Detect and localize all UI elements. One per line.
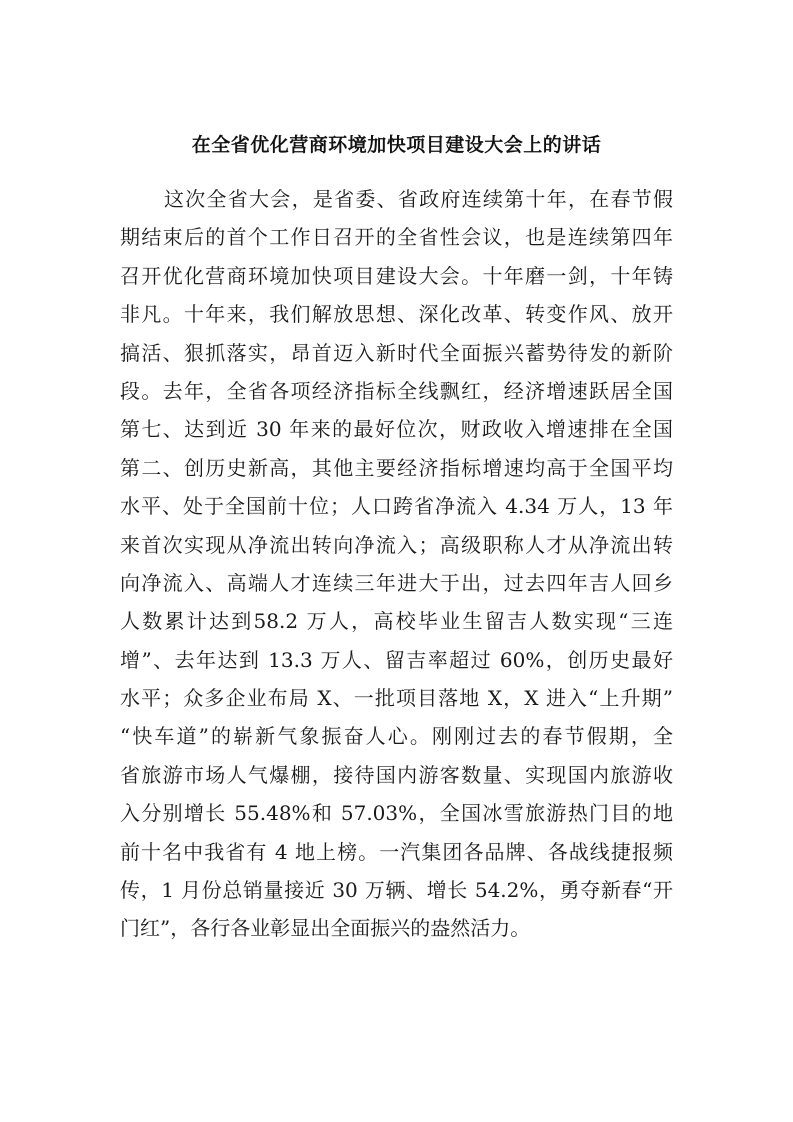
paragraph-line: 前十名中我省有 4 地上榜。一汽集团各品牌、各战线捷报频 xyxy=(120,839,673,864)
paragraph-line: 期结束后的首个工作日召开的全省性会议，也是连续第四年 xyxy=(120,225,673,250)
paragraph-line: 来首次实现从净流出转向净流入；高级职称人才从净流出转 xyxy=(120,532,673,557)
document-title: 在全省优化营商环境加快项目建设大会上的讲话 xyxy=(191,134,602,156)
paragraph-line: 第七、达到近 30 年来的最好位次，财政收入增速排在全国 xyxy=(120,417,673,442)
paragraph-line: 人数累计达到58.2 万人，高校毕业生留吉人数实现“三连 xyxy=(120,609,673,634)
paragraph-line: 入分别增长 55.48%和 57.03%，全国冰雪旅游热门目的地 xyxy=(120,801,673,826)
paragraph-line: 水平；众多企业布局 X、一批项目落地 X，X 进入“上升期” xyxy=(120,686,673,711)
paragraph-line: 增”、去年达到 13.3 万人、留吉率超过 60%，创历史最好 xyxy=(120,647,673,672)
paragraph-line: 向净流入、高端人才连续三年进大于出，过去四年吉人回乡 xyxy=(120,570,673,595)
paragraph-line: 段。去年，全省各项经济指标全线飘红，经济增速跃居全国 xyxy=(120,378,673,403)
paragraph-line: 水平、处于全国前十位；人口跨省净流入 4.34 万人，13 年 xyxy=(120,494,673,519)
paragraph-line: 第二、创历史新高，其他主要经济指标增速均高于全国平均 xyxy=(120,455,673,480)
paragraph-line: 搞活、狠抓落实，昂首迈入新时代全面振兴蓄势待发的新阶 xyxy=(120,340,673,365)
document-body-paragraph xyxy=(120,180,673,948)
paragraph-line: “快车道”的崭新气象振奋人心。刚刚过去的春节假期，全 xyxy=(120,724,673,749)
paragraph-line: 门红”，各行各业彰显出全面振兴的盎然活力。 xyxy=(120,916,531,941)
paragraph-line: 省旅游市场人气爆棚，接待国内游客数量、实现国内旅游收 xyxy=(120,762,673,787)
paragraph-line: 这次全省大会，是省委、省政府连续第十年，在春节假 xyxy=(164,187,673,211)
paragraph-line: 非凡。十年来，我们解放思想、深化改革、转变作风、放开 xyxy=(120,302,673,327)
paragraph-line: 传，1 月份总销量接近 30 万辆、增长 54.2%，勇夺新春“开 xyxy=(120,878,673,903)
paragraph-line: 召开优化营商环境加快项目建设大会。十年磨一剑，十年铸 xyxy=(120,263,673,288)
